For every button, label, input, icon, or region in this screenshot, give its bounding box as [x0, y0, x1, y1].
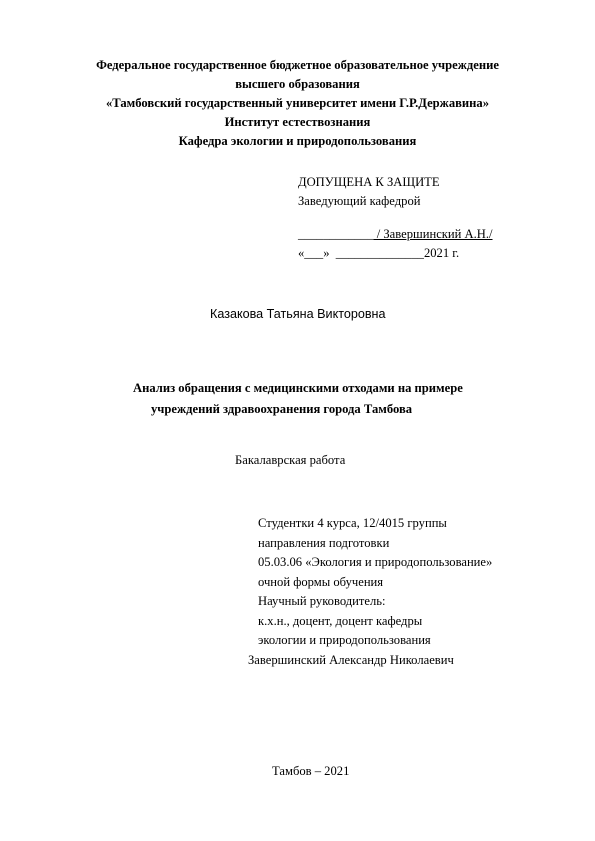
- header-line-5: Кафедра экологии и природопользования: [178, 134, 417, 148]
- student-info-line-7: экологии и природопользования: [258, 633, 431, 647]
- student-info-line-1: Студентки 4 курса, 12/4015 группы: [258, 516, 447, 530]
- header-line-2: высшего образования: [235, 77, 360, 91]
- approval-position: Заведующий кафедрой: [298, 194, 421, 208]
- student-info-block: [248, 514, 493, 670]
- date-quote-close: »: [323, 246, 330, 260]
- header-line-4: Институт естествознания: [224, 115, 371, 129]
- date-quote-open: «: [298, 246, 305, 260]
- date-day-blank: ___: [304, 246, 324, 260]
- student-info-line-3: 05.03.06 «Экология и природопользование»: [258, 555, 493, 569]
- student-info-line-5: Научный руководитель:: [258, 594, 386, 608]
- approval-status: ДОПУЩЕНА К ЗАЩИТЕ: [298, 175, 440, 189]
- signature-name: / Завершинский А.Н./: [373, 227, 493, 241]
- spacer: [298, 211, 493, 225]
- city-year: Тамбов – 2021: [272, 764, 350, 778]
- date-month-blank: ______________: [335, 246, 424, 260]
- date-year: 2021 г.: [423, 246, 460, 260]
- date-line: [298, 244, 493, 263]
- thesis-title-line-2: учреждений здравоохранения города Тамбова: [151, 402, 413, 416]
- thesis-title-line-1: Анализ обращения с медицинскими отходами на примере: [133, 381, 463, 395]
- work-type: Бакалаврская работа: [235, 453, 346, 467]
- header-line-1: Федеральное государственное бюджетное образовательное учреждение: [96, 58, 499, 72]
- student-info-line-4: очной формы обучения: [258, 574, 384, 589]
- institution-header: [0, 56, 595, 151]
- header-line-3: «Тамбовский государственный университет имени Г.Р.Державина»: [105, 96, 490, 110]
- signature-blank: ____________: [298, 227, 374, 241]
- student-info-line-2: направления подготовки: [258, 535, 390, 550]
- approval-block: [298, 173, 493, 263]
- supervisor-name: Завершинский Александр Николаевич: [248, 652, 454, 667]
- student-info-line-6: к.х.н., доцент, доцент кафедры: [258, 613, 423, 628]
- author-name: Казакова Татьяна Викторовна: [210, 307, 386, 321]
- signature-line: [298, 225, 493, 244]
